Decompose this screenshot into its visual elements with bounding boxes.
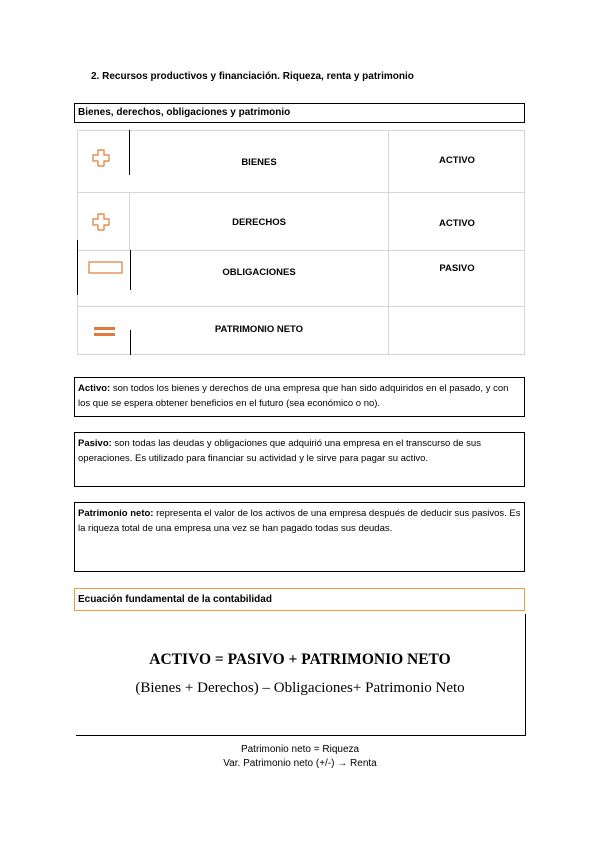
term: Pasivo: [78,438,112,449]
row-category: ACTIVO [439,218,475,229]
equation-box [76,614,526,736]
plus-icon [91,148,111,168]
equation-expanded: (Bienes + Derechos) – Obligaciones+ Patrimonio Neto [135,680,465,696]
row-label: DERECHOS [232,217,286,228]
footer-line-1: Patrimonio neto = Riqueza [240,744,360,755]
equation-main: ACTIVO = PASIVO + PATRIMONIO NETO [149,651,451,668]
row-label: BIENES [241,157,277,168]
definition-pasivo [74,432,525,487]
definition-patrimonio [74,502,525,572]
accounting-table [77,130,525,355]
equation-title: Ecuación fundamental de la contabilidad [74,588,525,611]
table-title: Bienes, derechos, obligaciones y patrimonio [74,103,525,123]
row-label: PATRIMONIO NETO [214,324,304,335]
plus-icon [91,212,111,232]
footer-line-2: Var. Patrimonio neto (+/-) → Renta [223,758,377,769]
row-category: ACTIVO [439,155,475,166]
definition-text: son todas las deudas y obligaciones que adquirió una empresa en el transcurso de sus operaciones. Es utilizado para financiar su actividad y le sirve para pagar su activo. [78,438,481,464]
term: Patrimonio neto: [78,508,154,519]
row-label: OBLIGACIONES [222,267,296,278]
section-heading: 2. Recursos productivos y financiación. Riqueza, renta y patrimonio [91,71,414,82]
term: Activo: [78,383,111,394]
definition-text: son todos los bienes y derechos de una empresa que han sido adquiridos en el pasado, y con los que se espera obtener beneficios en el futuro (sea económico o no). [78,383,509,409]
row-category: PASIVO [439,263,475,274]
minus-icon [88,261,124,275]
definition-text: representa el valor de los activos de una empresa después de deducir sus pasivos. Es la riqueza total de una empresa una vez se han pagado todas sus deudas. [78,508,521,534]
definition-activo [74,377,525,417]
equals-icon [93,325,117,339]
